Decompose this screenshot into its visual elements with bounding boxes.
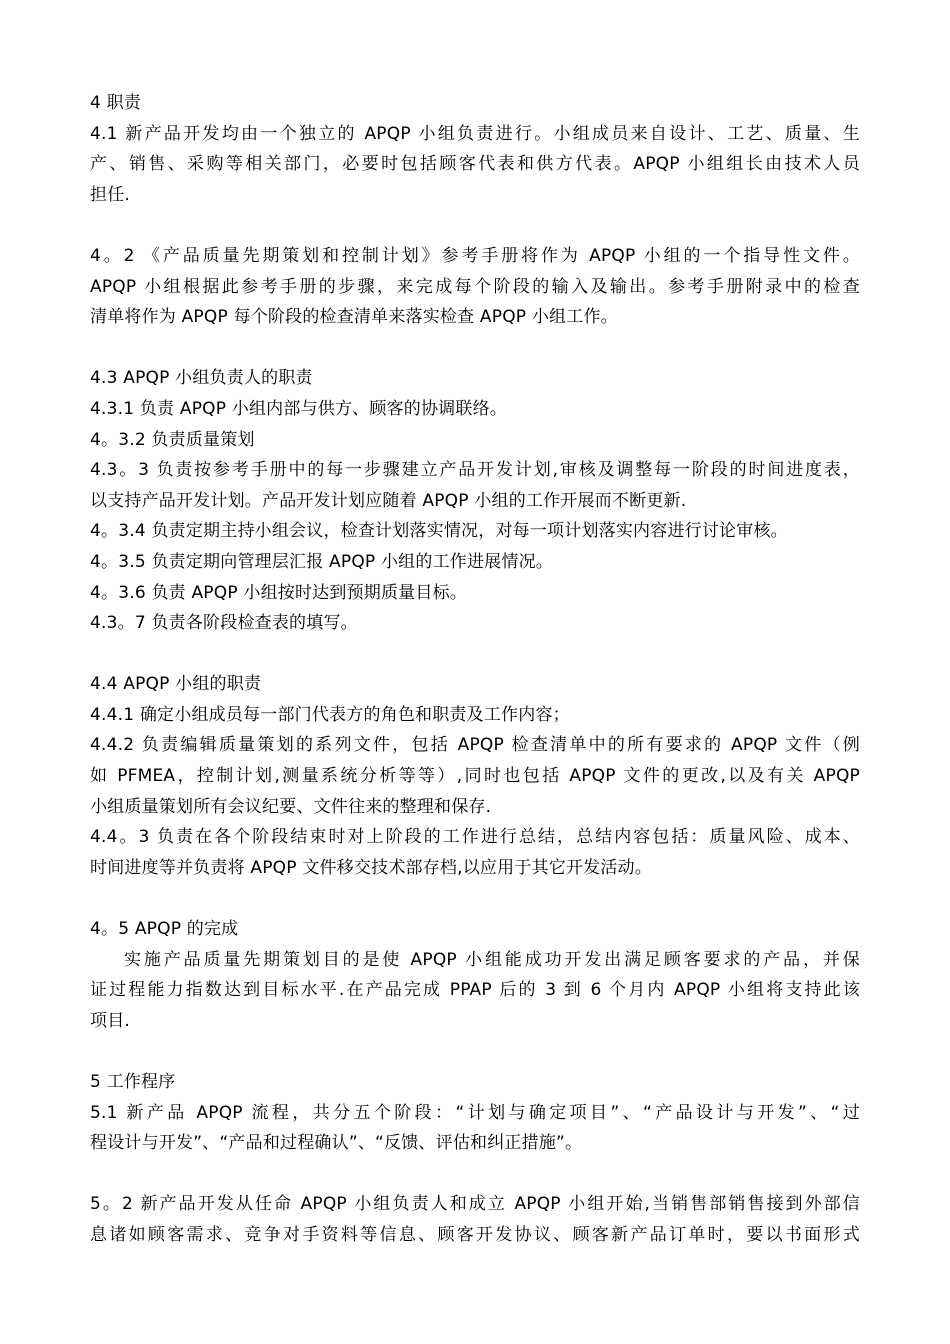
paragraph-line: 担任.	[90, 184, 131, 205]
subsection-heading: 4.3 APQP 小组负责人的职责	[90, 368, 313, 389]
paragraph-line: 证过程能力指数达到目标水平.在产品完成 PPAP 后的 3 到 6 个月内 APQP 小组将支持此该	[90, 980, 860, 1001]
section-heading: 5 工作程序	[90, 1072, 176, 1092]
paragraph-line: 产、销售、采购等相关部门，必要时包括顾客代表和供方代表。APQP 小组组长由技术人员	[90, 154, 860, 175]
document-body	[90, 88, 860, 1251]
paragraph-line: 4。3.5 负责定期向管理层汇报 APQP 小组的工作进展情况。	[90, 551, 553, 572]
paragraph-line: 如 PFMEA，控制计划,测量系统分析等等）,同时也包括 APQP 文件的更改,以及有关 APQP	[90, 766, 860, 787]
section-heading: 4 职责	[90, 93, 142, 113]
paragraph-line: 5。2 新产品开发从任命 APQP 小组负责人和成立 APQP 小组开始,当销售部销售接到外部信	[90, 1194, 860, 1215]
paragraph-line: 以支持产品开发计划。产品开发计划应随着 APQP 小组的工作开展而不断更新.	[90, 490, 687, 511]
blank-line	[90, 883, 860, 914]
paragraph-line: 项目.	[90, 1010, 131, 1031]
paragraph-line: 4.3。7 负责各阶段检查表的填写。	[90, 613, 358, 634]
subsection-heading: 4.4 APQP 小组的职责	[90, 674, 262, 695]
paragraph-line: 程设计与开发”、“产品和过程确认”、“反馈、评估和纠正措施”。	[90, 1133, 583, 1154]
blank-line	[90, 210, 860, 241]
blank-line	[90, 1159, 860, 1190]
paragraph-line: 清单将作为 APQP 每个阶段的检查清单来落实检查 APQP 小组工作。	[90, 307, 618, 328]
paragraph-line: 实施产品质量先期策划目的是使 APQP 小组能成功开发出满足顾客要求的产品，并保	[124, 949, 860, 970]
paragraph-line: 4。2 《产品质量先期策划和控制计划》参考手册将作为 APQP 小组的一个指导性文件。	[90, 245, 860, 266]
paragraph-line: 4。3.4 负责定期主持小组会议，检查计划落实情况，对每一项计划落实内容进行讨论审核。	[90, 521, 788, 542]
blank-line	[90, 1036, 860, 1067]
paragraph-line: 息诸如顾客需求、竞争对手资料等信息、顾客开发协议、顾客新产品订单时，要以书面形式	[90, 1224, 860, 1245]
paragraph-line: 4.4。3 负责在各个阶段结束时对上阶段的工作进行总结，总结内容包括：质量风险、成本、	[90, 827, 860, 848]
paragraph-line: 5.1 新产品 APQP 流程，共分五个阶段：“计划与确定项目”、“产品设计与开发”、“过	[90, 1102, 860, 1123]
paragraph-line: 4.3。3 负责按参考手册中的每一步骤建立产品开发计划,审核及调整每一阶段的时间进度表，	[90, 460, 860, 481]
subsection-heading: 4。5 APQP 的完成	[90, 919, 239, 940]
paragraph-line: APQP 小组根据此参考手册的步骤，来完成每个阶段的输入及输出。参考手册附录中的检查	[90, 276, 860, 297]
blank-line	[90, 639, 860, 670]
paragraph-line: 4。3.2 负责质量策划	[90, 429, 255, 450]
paragraph-line: 时间进度等并负责将 APQP 文件移交技术部存档,以应用于其它开发活动。	[90, 857, 652, 878]
blank-line	[90, 333, 860, 364]
paragraph-line: 4.4.1 确定小组成员每一部门代表方的角色和职责及工作内容；	[90, 704, 570, 725]
paragraph-line: 小组质量策划所有会议纪要、文件往来的整理和保存.	[90, 796, 492, 817]
paragraph-line: 4.1 新产品开发均由一个独立的 APQP 小组负责进行。小组成员来自设计、工艺、质量、生	[90, 123, 860, 144]
paragraph-line: 4.3.1 负责 APQP 小组内部与供方、顾客的协调联络。	[90, 398, 507, 419]
paragraph-line: 4.4.2 负责编辑质量策划的系列文件，包括 APQP 检查清单中的所有要求的 APQP 文件（例	[90, 735, 860, 756]
paragraph-line: 4。3.6 负责 APQP 小组按时达到预期质量目标。	[90, 582, 467, 603]
